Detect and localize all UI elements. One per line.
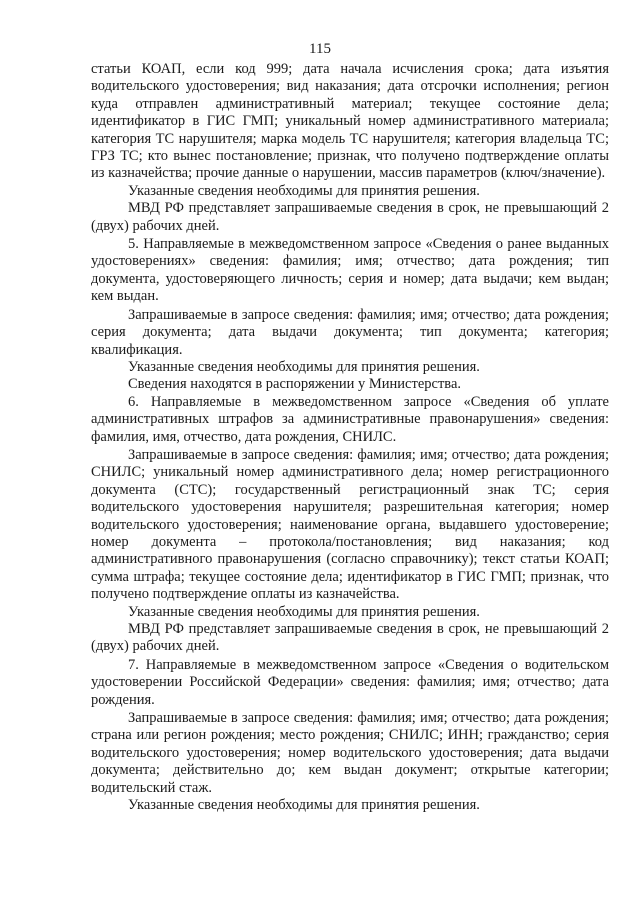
document-body xyxy=(91,61,609,814)
paragraph-item-7-request: 7. Направляемые в межведомственном запросе «Сведения о водительском удостоверении Российской Федерации» сведения: фамилия; имя; отчество; дата рождения. xyxy=(91,656,609,708)
paragraph-item-5-requested-data: Запрашиваемые в запросе сведения: фамилия; имя; отчество; дата рождения; серия документа; дата выдачи документа; тип документа; категория; квалификация. xyxy=(91,306,609,358)
paragraph-item-5-request: 5. Направляемые в межведомственном запросе «Сведения о ранее выданных удостоверениях» сведения: фамилия; имя; отчество; дата рождения; тип документа, удостоверяющего личность; серия и номер; дата выдачи; кем выдан; кем выдан. xyxy=(91,236,609,305)
paragraph-item-7-requested-data: Запрашиваемые в запросе сведения: фамилия; имя; отчество; дата рождения; страна или регион рождения; место рождения; СНИЛС; ИНН; гражданство; серия водительского удостоверения; номер водительского удостоверения; дата выдачи документа; действительно до; кем выдан документ; открытые категории; водительский стаж. xyxy=(91,710,609,796)
paragraph-decision-note: Указанные сведения необходимы для принятия решения. xyxy=(128,182,480,199)
paragraph-item-6-request: 6. Направляемые в межведомственном запросе «Сведения об уплате административных штрафов за административные правонарушения» сведения: фамилия, имя, отчество, дата рождения, СНИЛС. xyxy=(91,393,609,445)
paragraph-item-6-requested-data: Запрашиваемые в запросе сведения: фамилия; имя; отчество; дата рождения; СНИЛС; уникальный номер административного дела; номер регистрационного документа (СТС); государственный регистрационный знак ТС; серия водительского удостоверения нарушителя; разрешительная категория; номер водительского удостоверения; наименование органа, выдавшего удостоверение; номер документа – протокола/постановления; вид наказания; код административного правонарушения (согласно справочнику); текст статьи КОАП; сумма штрафа; текущее состояние дела; идентификатор в ГИС ГМП; признак, что получено подтверждение оплаты из казначейства. xyxy=(91,446,609,603)
paragraph-continuation: статьи КОАП, если код 999; дата начала исчисления срока; дата изъятия водительского удостоверения; вид наказания; дата отсрочки исполнения; регион куда отправлен административный материал; текущее состояние дела; идентификатор в ГИС ГМП; уникальный номер административного материала; категория ТС нарушителя; марка модель ТС нарушителя; категория владельца ТС; ГРЗ ТС; кто вынес постановление; признак, что получено подтверждение оплаты из казначейства; прочие данные о нарушении, массив параметров (ключ/значение). xyxy=(91,61,609,182)
paragraph-deadline: МВД РФ представляет запрашиваемые сведения в срок, не превышающий 2 (двух) рабочих дней. xyxy=(91,621,609,655)
paragraph-decision-note: Указанные сведения необходимы для принятия решения. xyxy=(128,358,480,375)
paragraph-decision-note: Указанные сведения необходимы для принятия решения. xyxy=(128,797,480,814)
paragraph-deadline: МВД РФ представляет запрашиваемые сведения в срок, не превышающий 2 (двух) рабочих дней. xyxy=(91,200,609,234)
paragraph-ministry-note: Сведения находятся в распоряжении у Министерства. xyxy=(128,376,462,393)
page-number: 115 xyxy=(309,41,331,57)
paragraph-decision-note: Указанные сведения необходимы для принятия решения. xyxy=(128,603,480,620)
